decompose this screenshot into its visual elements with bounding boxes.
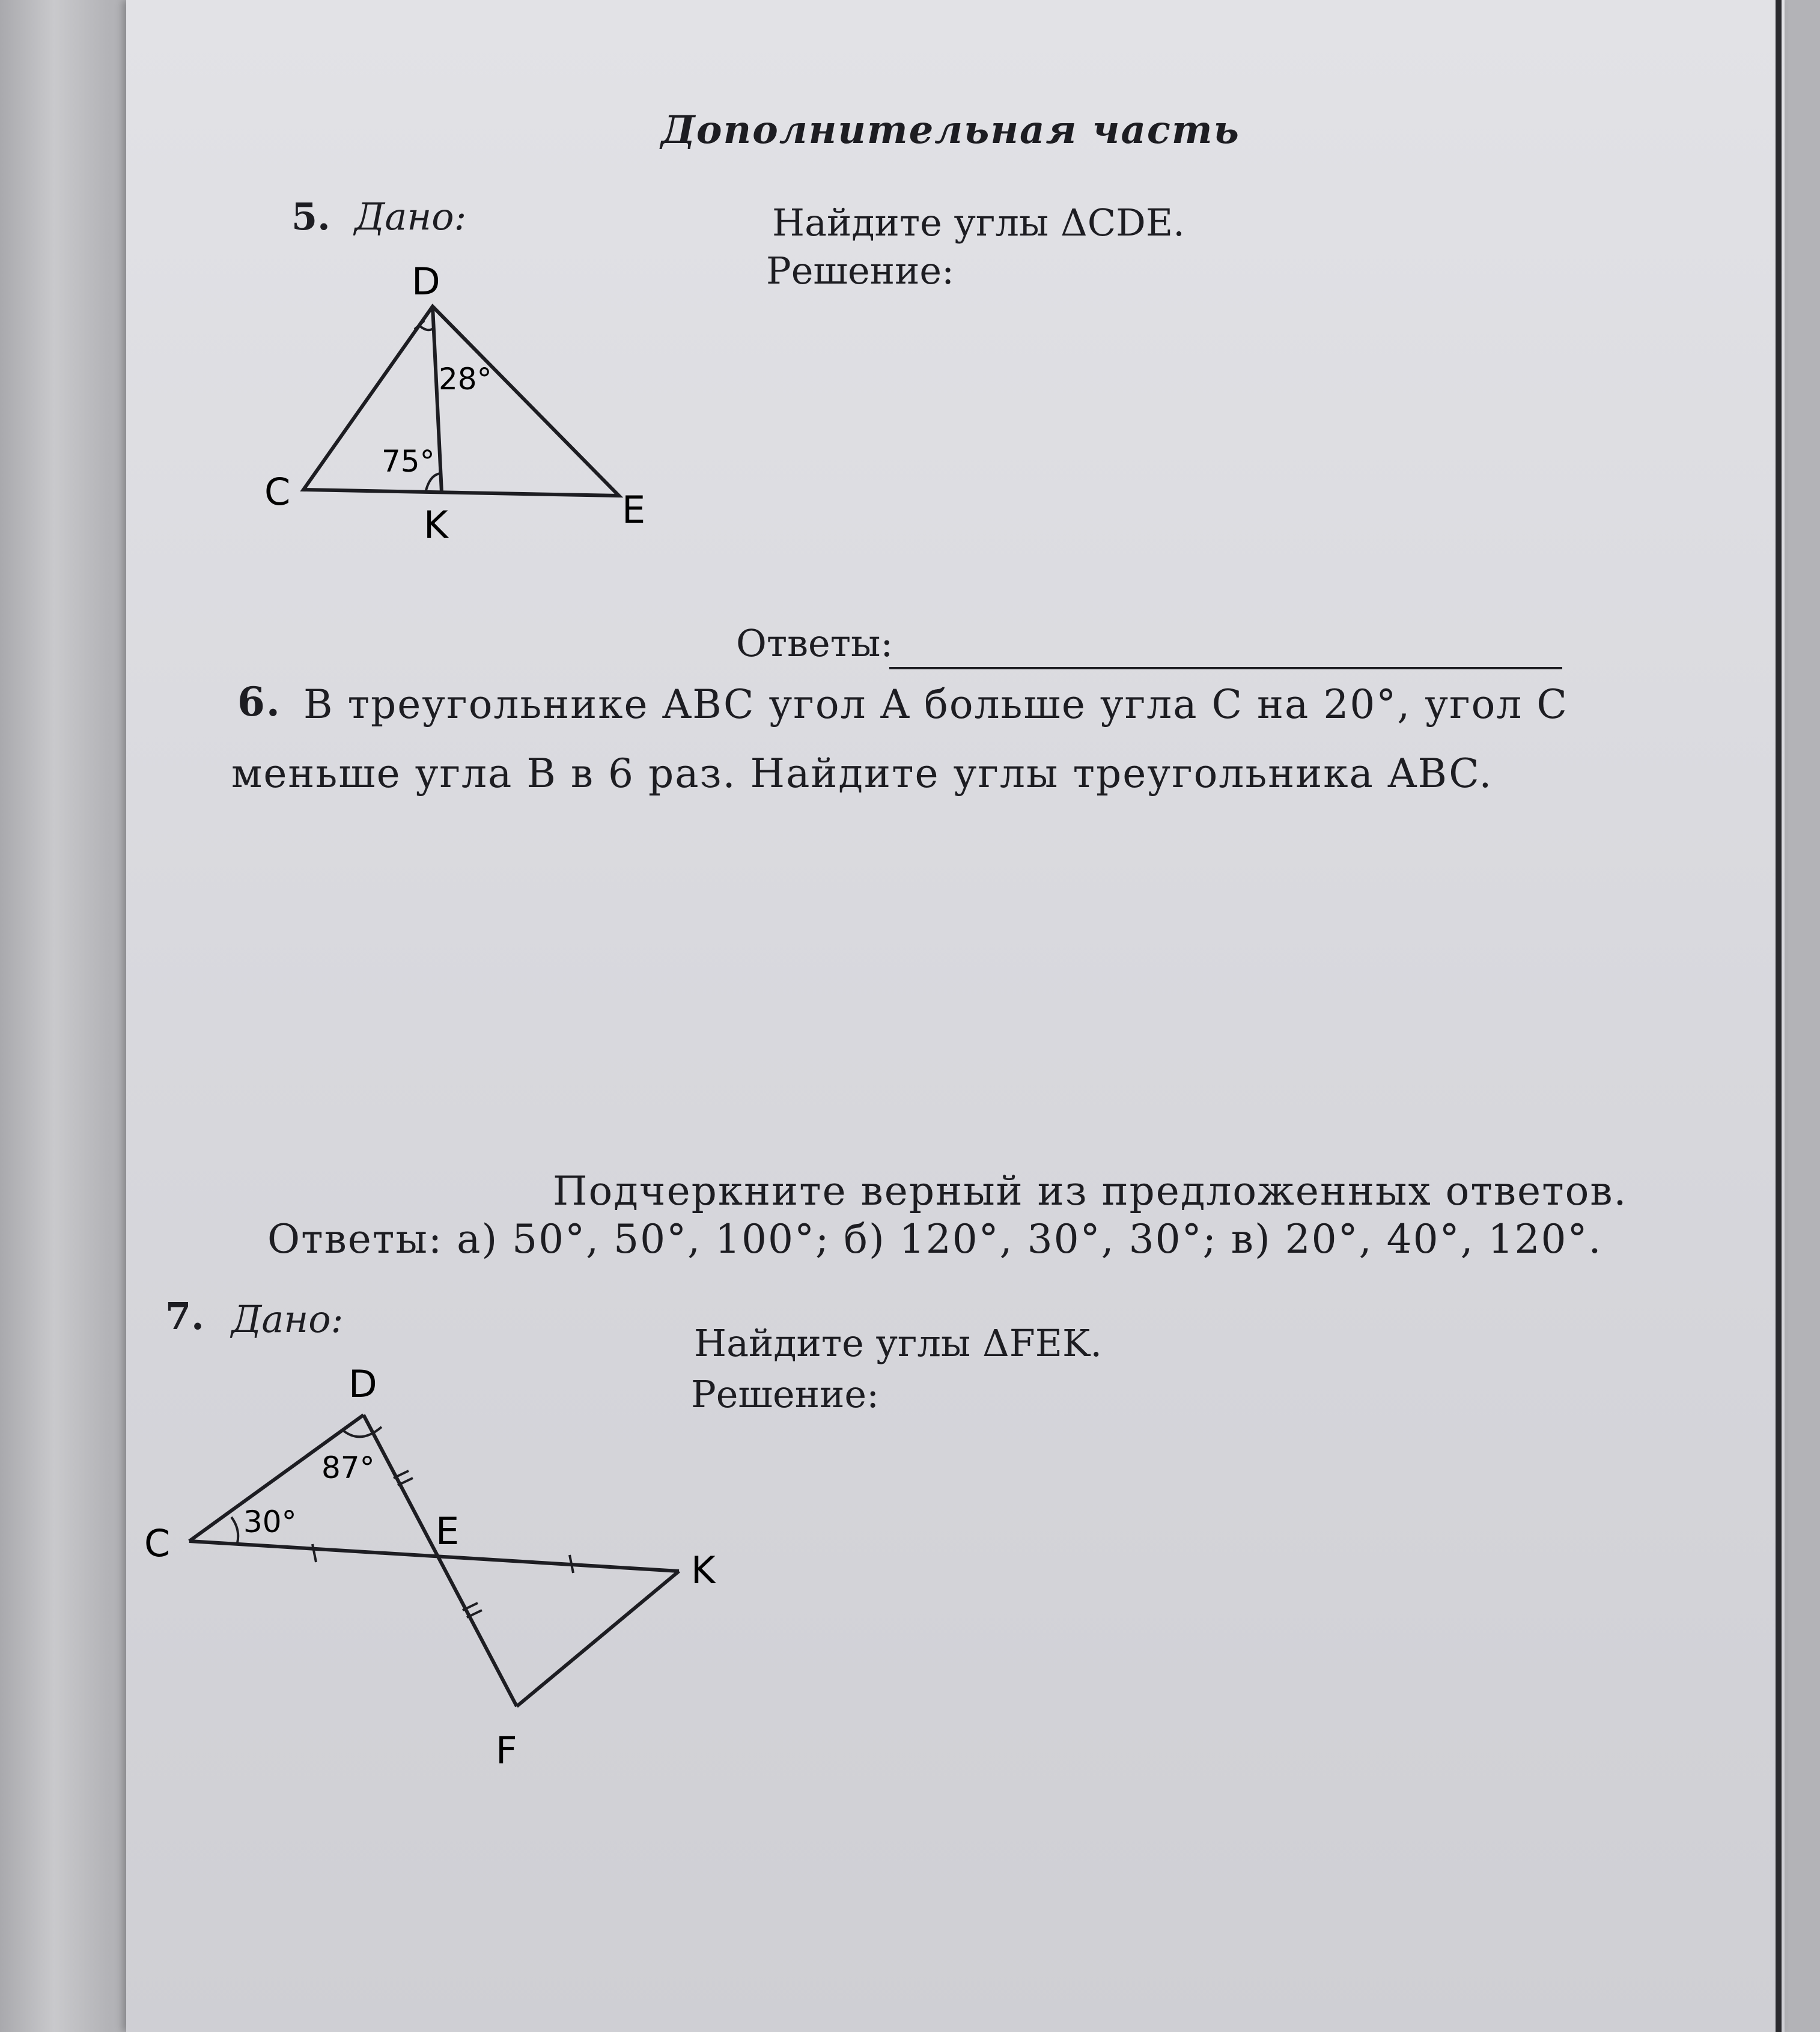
vertex-c: C <box>264 470 291 514</box>
vertex-k: K <box>691 1548 716 1592</box>
vertex-f: F <box>496 1729 517 1772</box>
angle-label-30: 30° <box>243 1504 297 1539</box>
task6-number: 6. <box>237 678 281 725</box>
vertex-e: E <box>622 488 646 532</box>
task6-text-line2: меньше угла B в 6 раз. Найдите углы треугольника ABC. <box>231 750 1493 797</box>
answer-line[interactable] <box>889 667 1562 669</box>
task7-question: Найдите углы ΔFEK. <box>694 1321 1103 1365</box>
angle-label-75: 75° <box>382 444 435 479</box>
angle-arc-d <box>419 326 434 330</box>
tick-ce <box>312 1544 316 1562</box>
task7-solution-label: Решение: <box>691 1372 879 1416</box>
task6-options[interactable]: Ответы: а) 50°, 50°, 100°; б) 120°, 30°, 30°; в) 20°, 40°, 120°. <box>267 1216 1602 1262</box>
task6-text-line1: В треугольнике ABC угол A больше угла C на 20°, угол C <box>303 681 1568 728</box>
task7-number: 7. <box>165 1294 204 1338</box>
vertex-d: D <box>412 260 440 303</box>
task6-instruction: Подчеркните верный из предложенных ответов. <box>553 1168 1628 1214</box>
angle-arc-c <box>231 1517 238 1543</box>
angle-label-87: 87° <box>321 1450 375 1485</box>
task7-given: Дано: <box>231 1297 344 1341</box>
task5-answers-label: Ответы: <box>736 621 893 665</box>
task5-triangle-figure <box>258 258 679 547</box>
task5-solution-label: Решение: <box>766 249 954 293</box>
task5-given: Дано: <box>355 195 467 239</box>
task5-question: Найдите углы ΔCDE. <box>772 201 1185 245</box>
task7-figure <box>138 1364 769 1784</box>
vertex-c: C <box>144 1521 171 1565</box>
vertex-k: K <box>424 503 448 547</box>
vertex-e: E <box>436 1509 460 1553</box>
segment-fk <box>517 1571 679 1706</box>
vertex-d: D <box>348 1362 377 1406</box>
triangle-cde <box>303 306 619 496</box>
angle-label-28: 28° <box>439 362 492 397</box>
task5-number: 5. <box>291 195 330 239</box>
section-header: Дополнительная часть <box>661 108 1240 153</box>
page-edge <box>1776 0 1782 2032</box>
